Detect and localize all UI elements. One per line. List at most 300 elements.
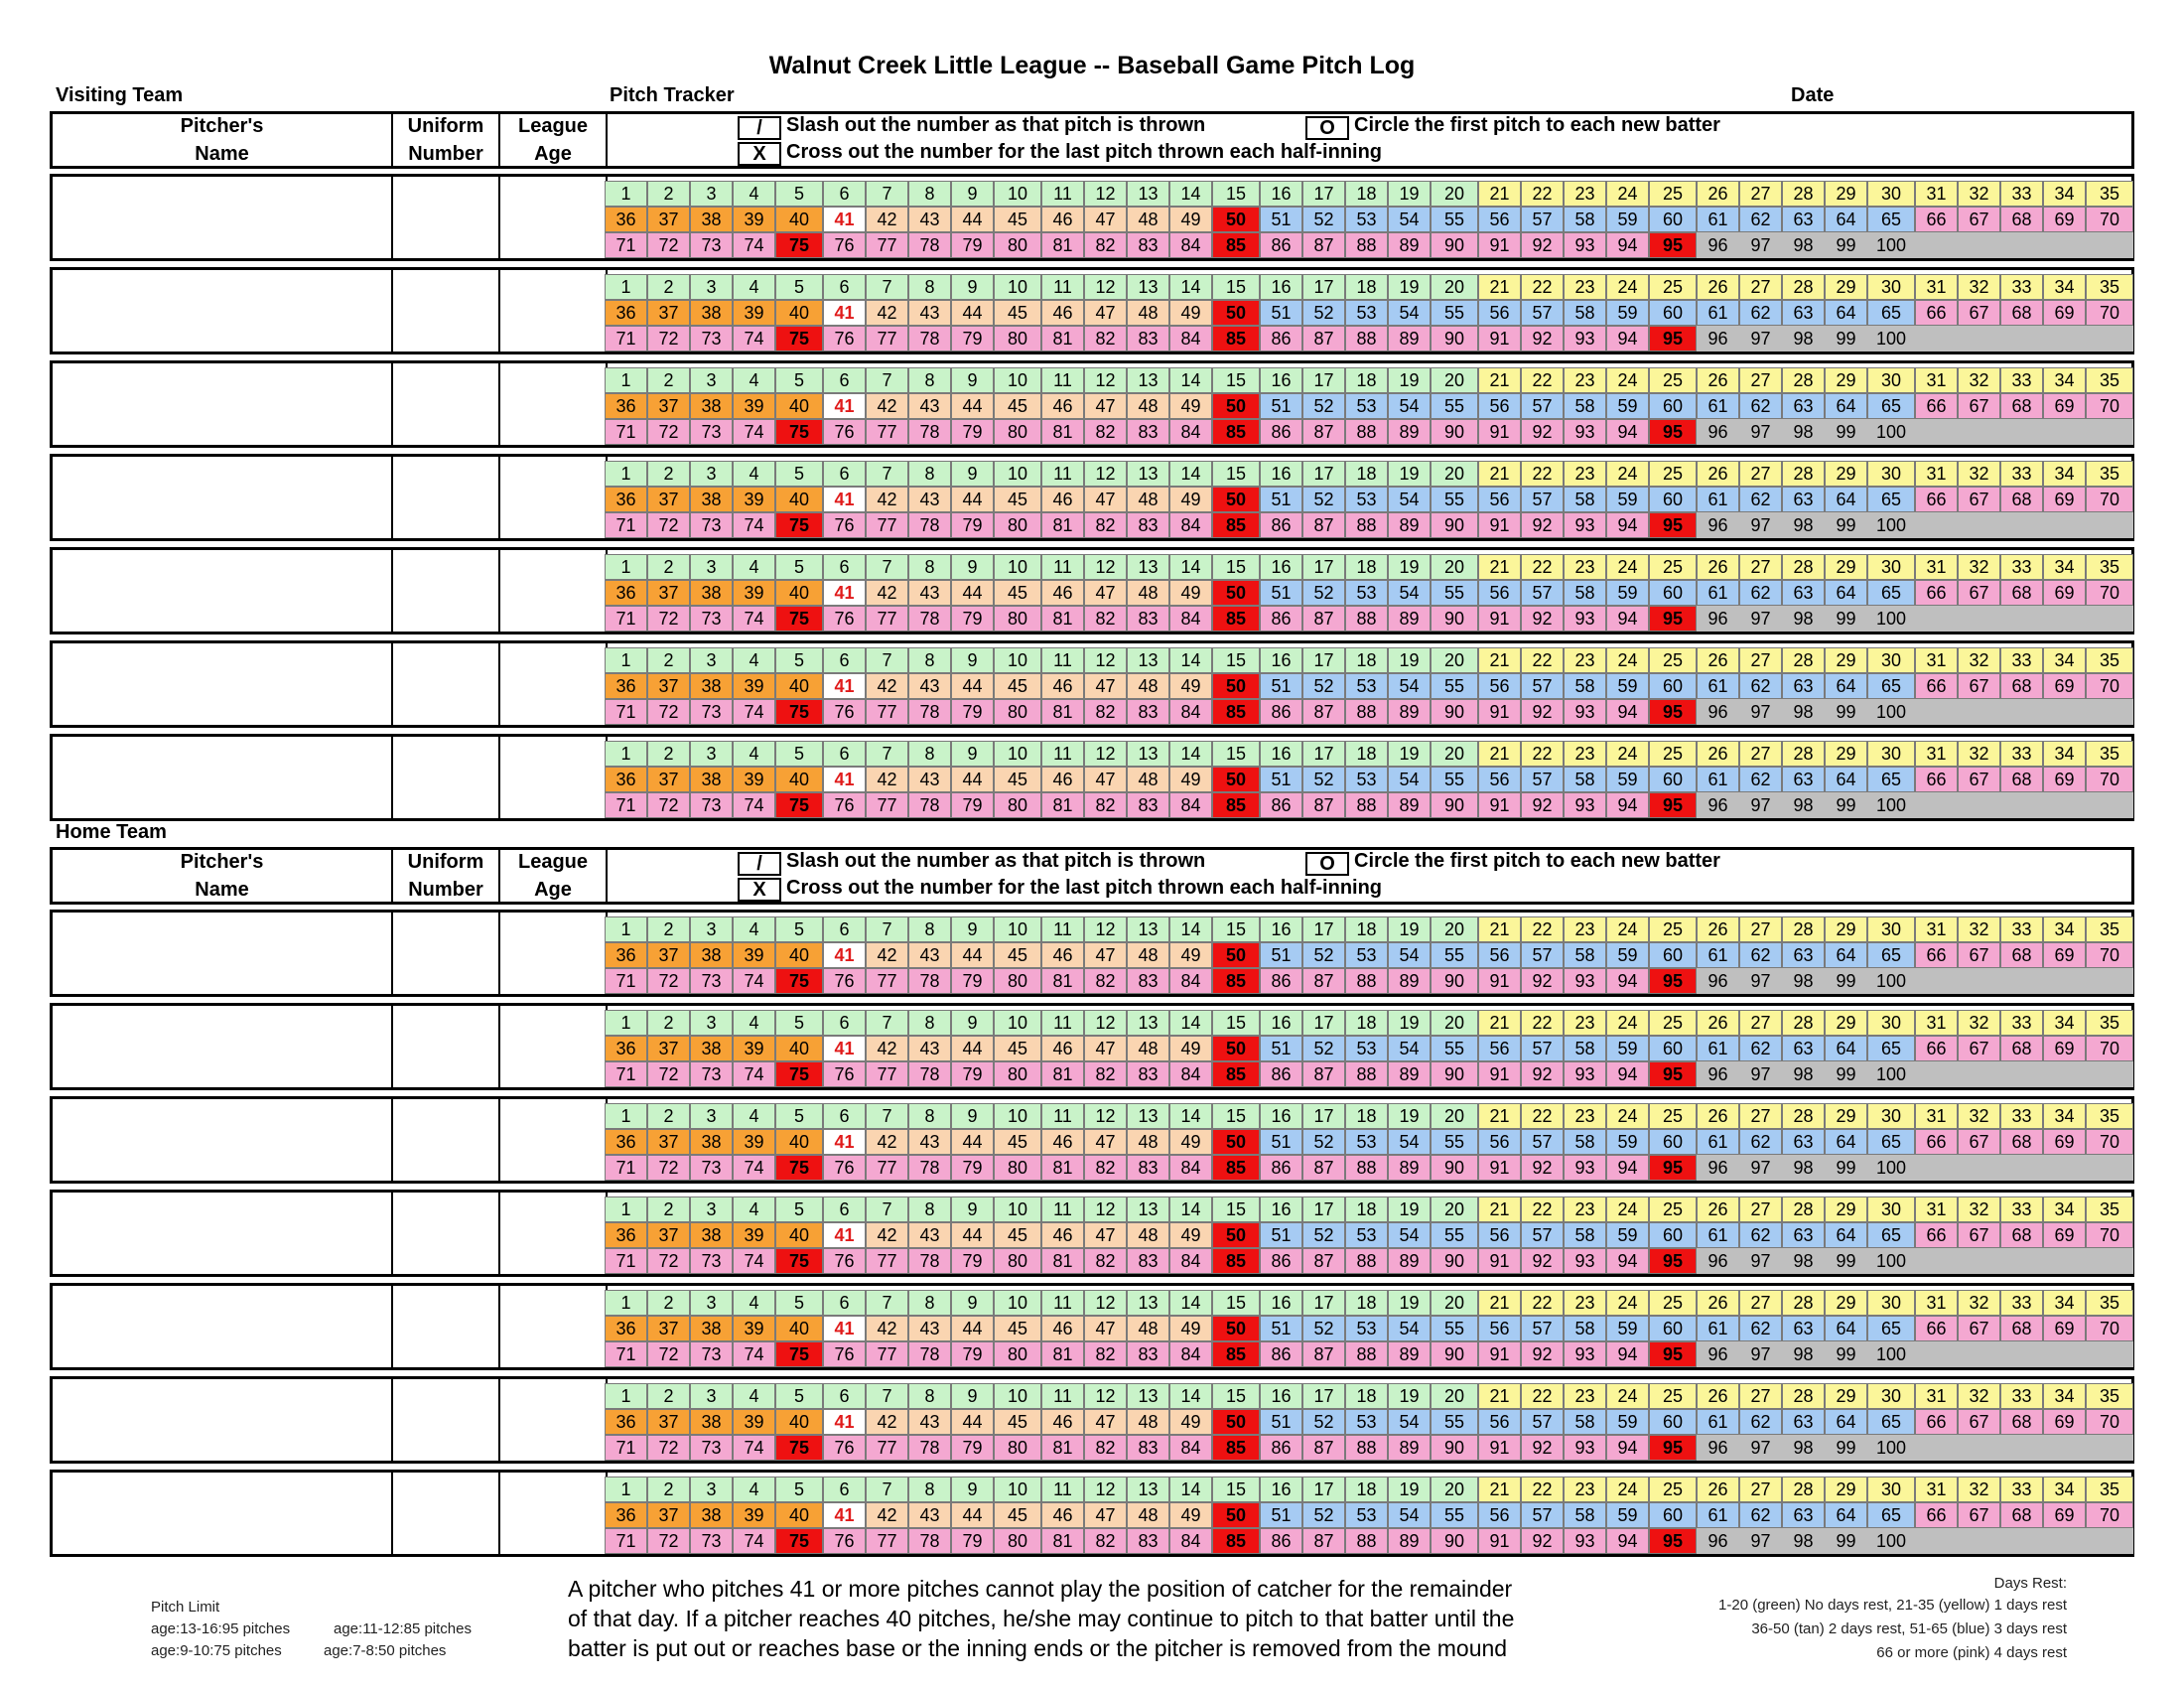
pitch-cell-78[interactable]: 78 xyxy=(908,699,951,725)
pitch-cell-72[interactable]: 72 xyxy=(647,419,690,445)
pitch-cell-54[interactable]: 54 xyxy=(1388,580,1431,606)
pitch-cell-82[interactable]: 82 xyxy=(1084,512,1127,538)
pitch-cell-56[interactable]: 56 xyxy=(1478,673,1521,699)
pitch-cell-90[interactable]: 90 xyxy=(1431,1061,1478,1087)
pitch-cell-45[interactable]: 45 xyxy=(994,1129,1041,1155)
pitch-cell-58[interactable]: 58 xyxy=(1564,673,1606,699)
pitch-cell-71[interactable]: 71 xyxy=(605,232,647,258)
pitch-cell-13[interactable]: 13 xyxy=(1127,181,1169,207)
pitch-cell-70[interactable]: 70 xyxy=(2086,580,2133,606)
pitch-cell-10[interactable]: 10 xyxy=(994,647,1041,673)
pitch-cell-50[interactable]: 50 xyxy=(1212,1316,1260,1341)
pitch-cell-93[interactable]: 93 xyxy=(1564,699,1606,725)
pitch-cell-78[interactable]: 78 xyxy=(908,232,951,258)
pitch-cell-58[interactable]: 58 xyxy=(1564,580,1606,606)
pitch-cell-21[interactable]: 21 xyxy=(1478,554,1521,580)
pitch-cell-40[interactable]: 40 xyxy=(775,1409,823,1435)
pitch-cell-50[interactable]: 50 xyxy=(1212,207,1260,232)
pitch-cell-43[interactable]: 43 xyxy=(908,1129,951,1155)
pitch-cell-8[interactable]: 8 xyxy=(908,1290,951,1316)
pitch-cell-88[interactable]: 88 xyxy=(1345,512,1388,538)
pitch-cell-64[interactable]: 64 xyxy=(1825,487,1867,512)
pitch-cell-15[interactable]: 15 xyxy=(1212,741,1260,767)
pitch-cell-74[interactable]: 74 xyxy=(733,1155,775,1181)
pitch-cell-41[interactable]: 41 xyxy=(823,487,866,512)
pitch-cell-95[interactable]: 95 xyxy=(1649,1341,1697,1367)
pitch-cell-51[interactable]: 51 xyxy=(1260,1222,1302,1248)
pitch-cell-96[interactable]: 96 xyxy=(1697,326,1739,352)
pitch-cell-25[interactable]: 25 xyxy=(1649,367,1697,393)
pitch-cell-15[interactable]: 15 xyxy=(1212,1383,1260,1409)
pitch-cell-7[interactable]: 7 xyxy=(866,461,908,487)
pitch-cell-64[interactable]: 64 xyxy=(1825,767,1867,792)
pitch-cell-8[interactable]: 8 xyxy=(908,554,951,580)
pitch-cell-67[interactable]: 67 xyxy=(1958,673,2000,699)
pitch-cell-92[interactable]: 92 xyxy=(1521,512,1564,538)
pitch-cell-63[interactable]: 63 xyxy=(1782,1502,1825,1528)
pitch-cell-21[interactable]: 21 xyxy=(1478,647,1521,673)
pitch-cell-50[interactable]: 50 xyxy=(1212,1129,1260,1155)
pitch-cell-67[interactable]: 67 xyxy=(1958,1409,2000,1435)
pitch-cell-17[interactable]: 17 xyxy=(1302,1196,1345,1222)
pitch-cell-73[interactable]: 73 xyxy=(690,1155,733,1181)
pitch-cell-19[interactable]: 19 xyxy=(1388,647,1431,673)
pitch-cell-48[interactable]: 48 xyxy=(1127,393,1169,419)
pitch-cell-27[interactable]: 27 xyxy=(1739,181,1782,207)
pitch-cell-79[interactable]: 79 xyxy=(951,1061,994,1087)
pitch-cell-87[interactable]: 87 xyxy=(1302,232,1345,258)
pitch-cell-52[interactable]: 52 xyxy=(1302,1222,1345,1248)
pitch-cell-8[interactable]: 8 xyxy=(908,1383,951,1409)
pitch-cell-78[interactable]: 78 xyxy=(908,512,951,538)
pitch-cell-51[interactable]: 51 xyxy=(1260,673,1302,699)
pitch-cell-22[interactable]: 22 xyxy=(1521,274,1564,300)
pitch-cell-61[interactable]: 61 xyxy=(1697,487,1739,512)
pitch-cell-14[interactable]: 14 xyxy=(1169,554,1212,580)
pitch-cell-33[interactable]: 33 xyxy=(2000,1477,2043,1502)
pitch-cell-64[interactable]: 64 xyxy=(1825,1409,1867,1435)
pitch-cell-31[interactable]: 31 xyxy=(1915,274,1958,300)
pitch-cell-44[interactable]: 44 xyxy=(951,580,994,606)
pitch-cell-16[interactable]: 16 xyxy=(1260,916,1302,942)
pitch-cell-30[interactable]: 30 xyxy=(1867,367,1915,393)
pitch-cell-59[interactable]: 59 xyxy=(1606,1129,1649,1155)
pitch-cell-82[interactable]: 82 xyxy=(1084,1341,1127,1367)
pitch-cell-5[interactable]: 5 xyxy=(775,1290,823,1316)
pitch-cell-16[interactable]: 16 xyxy=(1260,1196,1302,1222)
pitch-cell-88[interactable]: 88 xyxy=(1345,1248,1388,1274)
pitch-cell-48[interactable]: 48 xyxy=(1127,942,1169,968)
pitch-cell-84[interactable]: 84 xyxy=(1169,1341,1212,1367)
pitch-cell-71[interactable]: 71 xyxy=(605,1435,647,1461)
pitch-cell-52[interactable]: 52 xyxy=(1302,1129,1345,1155)
pitch-cell-20[interactable]: 20 xyxy=(1431,1383,1478,1409)
pitch-cell-65[interactable]: 65 xyxy=(1867,1316,1915,1341)
pitch-cell-62[interactable]: 62 xyxy=(1739,767,1782,792)
pitch-cell-51[interactable]: 51 xyxy=(1260,767,1302,792)
pitch-cell-50[interactable]: 50 xyxy=(1212,1409,1260,1435)
pitch-cell-98[interactable]: 98 xyxy=(1782,968,1825,994)
pitch-cell-23[interactable]: 23 xyxy=(1564,741,1606,767)
pitch-cell-73[interactable]: 73 xyxy=(690,232,733,258)
pitch-cell-23[interactable]: 23 xyxy=(1564,1196,1606,1222)
pitch-cell-56[interactable]: 56 xyxy=(1478,1036,1521,1061)
pitch-cell-61[interactable]: 61 xyxy=(1697,1036,1739,1061)
pitch-cell-29[interactable]: 29 xyxy=(1825,916,1867,942)
pitcher-name-cell[interactable] xyxy=(53,1473,393,1554)
pitch-cell-74[interactable]: 74 xyxy=(733,968,775,994)
pitch-cell-90[interactable]: 90 xyxy=(1431,232,1478,258)
pitch-cell-89[interactable]: 89 xyxy=(1388,699,1431,725)
pitch-cell-48[interactable]: 48 xyxy=(1127,1409,1169,1435)
pitch-cell-37[interactable]: 37 xyxy=(647,393,690,419)
pitch-cell-36[interactable]: 36 xyxy=(605,1129,647,1155)
pitch-cell-43[interactable]: 43 xyxy=(908,942,951,968)
pitch-cell-36[interactable]: 36 xyxy=(605,942,647,968)
pitch-cell-81[interactable]: 81 xyxy=(1041,1061,1084,1087)
pitch-cell-93[interactable]: 93 xyxy=(1564,1061,1606,1087)
pitch-cell-13[interactable]: 13 xyxy=(1127,1383,1169,1409)
pitch-cell-2[interactable]: 2 xyxy=(647,274,690,300)
pitch-cell-83[interactable]: 83 xyxy=(1127,1155,1169,1181)
pitch-cell-69[interactable]: 69 xyxy=(2043,1502,2086,1528)
pitch-cell-98[interactable]: 98 xyxy=(1782,1248,1825,1274)
pitch-cell-46[interactable]: 46 xyxy=(1041,1409,1084,1435)
pitcher-name-cell[interactable] xyxy=(53,550,393,632)
pitch-cell-80[interactable]: 80 xyxy=(994,1061,1041,1087)
pitch-cell-32[interactable]: 32 xyxy=(1958,1103,2000,1129)
pitch-cell-60[interactable]: 60 xyxy=(1649,393,1697,419)
pitch-cell-65[interactable]: 65 xyxy=(1867,1129,1915,1155)
pitcher-name-cell[interactable] xyxy=(53,1193,393,1274)
pitch-cell-15[interactable]: 15 xyxy=(1212,367,1260,393)
pitch-cell-90[interactable]: 90 xyxy=(1431,326,1478,352)
pitch-cell-72[interactable]: 72 xyxy=(647,232,690,258)
pitch-cell-7[interactable]: 7 xyxy=(866,1290,908,1316)
pitch-cell-74[interactable]: 74 xyxy=(733,606,775,632)
pitch-cell-70[interactable]: 70 xyxy=(2086,1222,2133,1248)
pitch-cell-44[interactable]: 44 xyxy=(951,1409,994,1435)
pitch-cell-67[interactable]: 67 xyxy=(1958,1316,2000,1341)
pitch-cell-74[interactable]: 74 xyxy=(733,1341,775,1367)
pitch-cell-27[interactable]: 27 xyxy=(1739,1290,1782,1316)
pitch-cell-27[interactable]: 27 xyxy=(1739,1010,1782,1036)
pitch-cell-28[interactable]: 28 xyxy=(1782,367,1825,393)
pitch-cell-12[interactable]: 12 xyxy=(1084,1103,1127,1129)
pitch-cell-19[interactable]: 19 xyxy=(1388,1477,1431,1502)
pitch-cell-34[interactable]: 34 xyxy=(2043,181,2086,207)
pitch-cell-72[interactable]: 72 xyxy=(647,326,690,352)
pitch-cell-100[interactable]: 100 xyxy=(1867,699,1915,725)
pitch-cell-68[interactable]: 68 xyxy=(2000,1036,2043,1061)
pitch-cell-5[interactable]: 5 xyxy=(775,274,823,300)
pitch-cell-79[interactable]: 79 xyxy=(951,968,994,994)
pitch-cell-56[interactable]: 56 xyxy=(1478,1316,1521,1341)
pitch-cell-95[interactable]: 95 xyxy=(1649,232,1697,258)
pitch-cell-98[interactable]: 98 xyxy=(1782,792,1825,818)
pitch-cell-82[interactable]: 82 xyxy=(1084,792,1127,818)
pitch-cell-34[interactable]: 34 xyxy=(2043,274,2086,300)
pitch-cell-43[interactable]: 43 xyxy=(908,207,951,232)
pitch-cell-27[interactable]: 27 xyxy=(1739,1103,1782,1129)
league-age-cell[interactable] xyxy=(500,550,608,632)
pitch-cell-6[interactable]: 6 xyxy=(823,1477,866,1502)
pitch-cell-76[interactable]: 76 xyxy=(823,699,866,725)
pitch-cell-10[interactable]: 10 xyxy=(994,554,1041,580)
pitch-cell-70[interactable]: 70 xyxy=(2086,487,2133,512)
pitch-cell-8[interactable]: 8 xyxy=(908,1010,951,1036)
pitch-cell-40[interactable]: 40 xyxy=(775,1036,823,1061)
pitch-cell-22[interactable]: 22 xyxy=(1521,916,1564,942)
pitch-cell-8[interactable]: 8 xyxy=(908,181,951,207)
pitch-cell-79[interactable]: 79 xyxy=(951,512,994,538)
pitch-cell-40[interactable]: 40 xyxy=(775,767,823,792)
pitch-cell-66[interactable]: 66 xyxy=(1915,673,1958,699)
pitch-cell-49[interactable]: 49 xyxy=(1169,1129,1212,1155)
pitch-cell-73[interactable]: 73 xyxy=(690,1061,733,1087)
pitch-cell-34[interactable]: 34 xyxy=(2043,554,2086,580)
pitch-cell-54[interactable]: 54 xyxy=(1388,393,1431,419)
pitch-cell-98[interactable]: 98 xyxy=(1782,326,1825,352)
pitch-cell-14[interactable]: 14 xyxy=(1169,367,1212,393)
pitch-cell-82[interactable]: 82 xyxy=(1084,1061,1127,1087)
pitch-cell-53[interactable]: 53 xyxy=(1345,673,1388,699)
pitch-cell-21[interactable]: 21 xyxy=(1478,367,1521,393)
pitch-cell-65[interactable]: 65 xyxy=(1867,767,1915,792)
pitch-cell-45[interactable]: 45 xyxy=(994,393,1041,419)
league-age-cell[interactable] xyxy=(500,1099,608,1181)
pitch-cell-3[interactable]: 3 xyxy=(690,647,733,673)
pitch-cell-18[interactable]: 18 xyxy=(1345,647,1388,673)
pitch-cell-54[interactable]: 54 xyxy=(1388,207,1431,232)
pitch-cell-9[interactable]: 9 xyxy=(951,647,994,673)
pitch-cell-30[interactable]: 30 xyxy=(1867,1103,1915,1129)
pitch-cell-75[interactable]: 75 xyxy=(775,792,823,818)
pitch-cell-72[interactable]: 72 xyxy=(647,1061,690,1087)
pitch-cell-85[interactable]: 85 xyxy=(1212,1435,1260,1461)
pitch-cell-13[interactable]: 13 xyxy=(1127,1290,1169,1316)
pitch-cell-4[interactable]: 4 xyxy=(733,1477,775,1502)
pitch-cell-77[interactable]: 77 xyxy=(866,1435,908,1461)
pitch-cell-95[interactable]: 95 xyxy=(1649,1248,1697,1274)
pitch-cell-89[interactable]: 89 xyxy=(1388,1248,1431,1274)
pitch-cell-41[interactable]: 41 xyxy=(823,580,866,606)
pitch-cell-14[interactable]: 14 xyxy=(1169,274,1212,300)
pitch-cell-99[interactable]: 99 xyxy=(1825,1341,1867,1367)
pitch-cell-86[interactable]: 86 xyxy=(1260,1341,1302,1367)
pitch-cell-100[interactable]: 100 xyxy=(1867,1341,1915,1367)
pitch-cell-90[interactable]: 90 xyxy=(1431,1155,1478,1181)
pitch-cell-62[interactable]: 62 xyxy=(1739,1222,1782,1248)
pitch-cell-39[interactable]: 39 xyxy=(733,942,775,968)
pitch-cell-88[interactable]: 88 xyxy=(1345,792,1388,818)
pitch-cell-61[interactable]: 61 xyxy=(1697,767,1739,792)
pitch-cell-47[interactable]: 47 xyxy=(1084,393,1127,419)
pitch-cell-86[interactable]: 86 xyxy=(1260,1528,1302,1554)
pitch-cell-48[interactable]: 48 xyxy=(1127,1036,1169,1061)
pitch-cell-29[interactable]: 29 xyxy=(1825,461,1867,487)
pitch-cell-61[interactable]: 61 xyxy=(1697,1316,1739,1341)
pitch-cell-2[interactable]: 2 xyxy=(647,647,690,673)
pitch-cell-63[interactable]: 63 xyxy=(1782,1036,1825,1061)
pitch-cell-78[interactable]: 78 xyxy=(908,419,951,445)
pitch-cell-93[interactable]: 93 xyxy=(1564,1341,1606,1367)
pitch-cell-8[interactable]: 8 xyxy=(908,1103,951,1129)
pitch-cell-72[interactable]: 72 xyxy=(647,606,690,632)
pitch-cell-74[interactable]: 74 xyxy=(733,1248,775,1274)
pitch-cell-97[interactable]: 97 xyxy=(1739,1155,1782,1181)
pitch-cell-27[interactable]: 27 xyxy=(1739,461,1782,487)
pitch-cell-66[interactable]: 66 xyxy=(1915,1129,1958,1155)
pitch-cell-64[interactable]: 64 xyxy=(1825,673,1867,699)
pitch-cell-1[interactable]: 1 xyxy=(605,1103,647,1129)
pitch-cell-92[interactable]: 92 xyxy=(1521,968,1564,994)
pitch-cell-76[interactable]: 76 xyxy=(823,1435,866,1461)
pitch-cell-97[interactable]: 97 xyxy=(1739,1061,1782,1087)
pitch-cell-71[interactable]: 71 xyxy=(605,699,647,725)
pitch-cell-14[interactable]: 14 xyxy=(1169,1103,1212,1129)
pitch-cell-18[interactable]: 18 xyxy=(1345,1477,1388,1502)
pitch-cell-17[interactable]: 17 xyxy=(1302,1383,1345,1409)
pitch-cell-36[interactable]: 36 xyxy=(605,1036,647,1061)
pitch-cell-54[interactable]: 54 xyxy=(1388,1502,1431,1528)
pitch-cell-11[interactable]: 11 xyxy=(1041,274,1084,300)
pitch-cell-7[interactable]: 7 xyxy=(866,181,908,207)
pitch-cell-97[interactable]: 97 xyxy=(1739,699,1782,725)
pitch-cell-45[interactable]: 45 xyxy=(994,487,1041,512)
pitch-cell-9[interactable]: 9 xyxy=(951,741,994,767)
pitch-cell-19[interactable]: 19 xyxy=(1388,274,1431,300)
pitch-cell-40[interactable]: 40 xyxy=(775,207,823,232)
pitch-cell-5[interactable]: 5 xyxy=(775,1103,823,1129)
pitch-cell-76[interactable]: 76 xyxy=(823,512,866,538)
pitch-cell-23[interactable]: 23 xyxy=(1564,367,1606,393)
uniform-number-cell[interactable] xyxy=(393,1286,500,1367)
pitch-cell-64[interactable]: 64 xyxy=(1825,1036,1867,1061)
pitch-cell-82[interactable]: 82 xyxy=(1084,606,1127,632)
pitch-cell-55[interactable]: 55 xyxy=(1431,767,1478,792)
pitch-cell-32[interactable]: 32 xyxy=(1958,1010,2000,1036)
pitch-cell-31[interactable]: 31 xyxy=(1915,916,1958,942)
pitch-cell-42[interactable]: 42 xyxy=(866,1222,908,1248)
pitch-cell-22[interactable]: 22 xyxy=(1521,461,1564,487)
pitch-cell-34[interactable]: 34 xyxy=(2043,1383,2086,1409)
pitch-cell-72[interactable]: 72 xyxy=(647,512,690,538)
pitch-cell-2[interactable]: 2 xyxy=(647,1290,690,1316)
pitch-cell-36[interactable]: 36 xyxy=(605,300,647,326)
pitch-cell-48[interactable]: 48 xyxy=(1127,1316,1169,1341)
pitch-cell-48[interactable]: 48 xyxy=(1127,1129,1169,1155)
uniform-number-cell[interactable] xyxy=(393,177,500,258)
pitch-cell-80[interactable]: 80 xyxy=(994,1435,1041,1461)
pitch-cell-8[interactable]: 8 xyxy=(908,647,951,673)
pitch-cell-13[interactable]: 13 xyxy=(1127,1477,1169,1502)
pitch-cell-1[interactable]: 1 xyxy=(605,647,647,673)
pitch-cell-11[interactable]: 11 xyxy=(1041,1196,1084,1222)
pitch-cell-64[interactable]: 64 xyxy=(1825,207,1867,232)
pitch-cell-62[interactable]: 62 xyxy=(1739,1502,1782,1528)
pitch-cell-98[interactable]: 98 xyxy=(1782,232,1825,258)
pitch-cell-47[interactable]: 47 xyxy=(1084,1036,1127,1061)
pitch-cell-35[interactable]: 35 xyxy=(2086,1290,2133,1316)
pitch-cell-92[interactable]: 92 xyxy=(1521,1248,1564,1274)
pitch-cell-72[interactable]: 72 xyxy=(647,699,690,725)
pitch-cell-60[interactable]: 60 xyxy=(1649,1129,1697,1155)
pitch-cell-44[interactable]: 44 xyxy=(951,767,994,792)
league-age-cell[interactable] xyxy=(500,1286,608,1367)
pitch-cell-52[interactable]: 52 xyxy=(1302,1502,1345,1528)
pitch-cell-56[interactable]: 56 xyxy=(1478,1409,1521,1435)
pitch-cell-98[interactable]: 98 xyxy=(1782,1528,1825,1554)
pitch-cell-43[interactable]: 43 xyxy=(908,767,951,792)
league-age-cell[interactable] xyxy=(500,1473,608,1554)
pitch-cell-75[interactable]: 75 xyxy=(775,1435,823,1461)
pitch-cell-74[interactable]: 74 xyxy=(733,1528,775,1554)
pitch-cell-83[interactable]: 83 xyxy=(1127,512,1169,538)
pitch-cell-57[interactable]: 57 xyxy=(1521,1409,1564,1435)
pitch-cell-5[interactable]: 5 xyxy=(775,916,823,942)
pitch-cell-25[interactable]: 25 xyxy=(1649,1383,1697,1409)
pitch-cell-55[interactable]: 55 xyxy=(1431,1222,1478,1248)
pitch-cell-39[interactable]: 39 xyxy=(733,1502,775,1528)
pitch-cell-52[interactable]: 52 xyxy=(1302,942,1345,968)
pitch-cell-63[interactable]: 63 xyxy=(1782,1129,1825,1155)
pitch-cell-14[interactable]: 14 xyxy=(1169,1477,1212,1502)
pitch-cell-73[interactable]: 73 xyxy=(690,326,733,352)
pitch-cell-99[interactable]: 99 xyxy=(1825,1528,1867,1554)
pitch-cell-88[interactable]: 88 xyxy=(1345,968,1388,994)
league-age-cell[interactable] xyxy=(500,177,608,258)
pitch-cell-17[interactable]: 17 xyxy=(1302,367,1345,393)
pitch-cell-46[interactable]: 46 xyxy=(1041,673,1084,699)
pitch-cell-81[interactable]: 81 xyxy=(1041,968,1084,994)
pitch-cell-52[interactable]: 52 xyxy=(1302,1316,1345,1341)
pitch-cell-22[interactable]: 22 xyxy=(1521,367,1564,393)
pitch-cell-29[interactable]: 29 xyxy=(1825,1477,1867,1502)
pitch-cell-18[interactable]: 18 xyxy=(1345,1010,1388,1036)
pitch-cell-65[interactable]: 65 xyxy=(1867,1409,1915,1435)
pitch-cell-68[interactable]: 68 xyxy=(2000,1502,2043,1528)
pitch-cell-64[interactable]: 64 xyxy=(1825,393,1867,419)
pitch-cell-68[interactable]: 68 xyxy=(2000,1409,2043,1435)
pitch-cell-8[interactable]: 8 xyxy=(908,274,951,300)
pitch-cell-20[interactable]: 20 xyxy=(1431,741,1478,767)
pitch-cell-19[interactable]: 19 xyxy=(1388,1103,1431,1129)
pitch-cell-13[interactable]: 13 xyxy=(1127,274,1169,300)
pitch-cell-14[interactable]: 14 xyxy=(1169,647,1212,673)
pitch-cell-54[interactable]: 54 xyxy=(1388,1129,1431,1155)
pitch-cell-5[interactable]: 5 xyxy=(775,647,823,673)
pitch-cell-52[interactable]: 52 xyxy=(1302,1409,1345,1435)
pitch-cell-1[interactable]: 1 xyxy=(605,1383,647,1409)
pitch-cell-96[interactable]: 96 xyxy=(1697,1061,1739,1087)
pitch-cell-54[interactable]: 54 xyxy=(1388,1036,1431,1061)
pitch-cell-29[interactable]: 29 xyxy=(1825,1290,1867,1316)
pitch-cell-39[interactable]: 39 xyxy=(733,1316,775,1341)
pitch-cell-57[interactable]: 57 xyxy=(1521,1222,1564,1248)
pitch-cell-30[interactable]: 30 xyxy=(1867,181,1915,207)
pitch-cell-39[interactable]: 39 xyxy=(733,1036,775,1061)
pitch-cell-14[interactable]: 14 xyxy=(1169,181,1212,207)
pitch-cell-63[interactable]: 63 xyxy=(1782,767,1825,792)
pitch-cell-65[interactable]: 65 xyxy=(1867,942,1915,968)
pitch-cell-21[interactable]: 21 xyxy=(1478,1383,1521,1409)
pitch-cell-39[interactable]: 39 xyxy=(733,393,775,419)
pitch-cell-21[interactable]: 21 xyxy=(1478,916,1521,942)
pitch-cell-57[interactable]: 57 xyxy=(1521,942,1564,968)
pitch-cell-90[interactable]: 90 xyxy=(1431,606,1478,632)
pitch-cell-28[interactable]: 28 xyxy=(1782,916,1825,942)
